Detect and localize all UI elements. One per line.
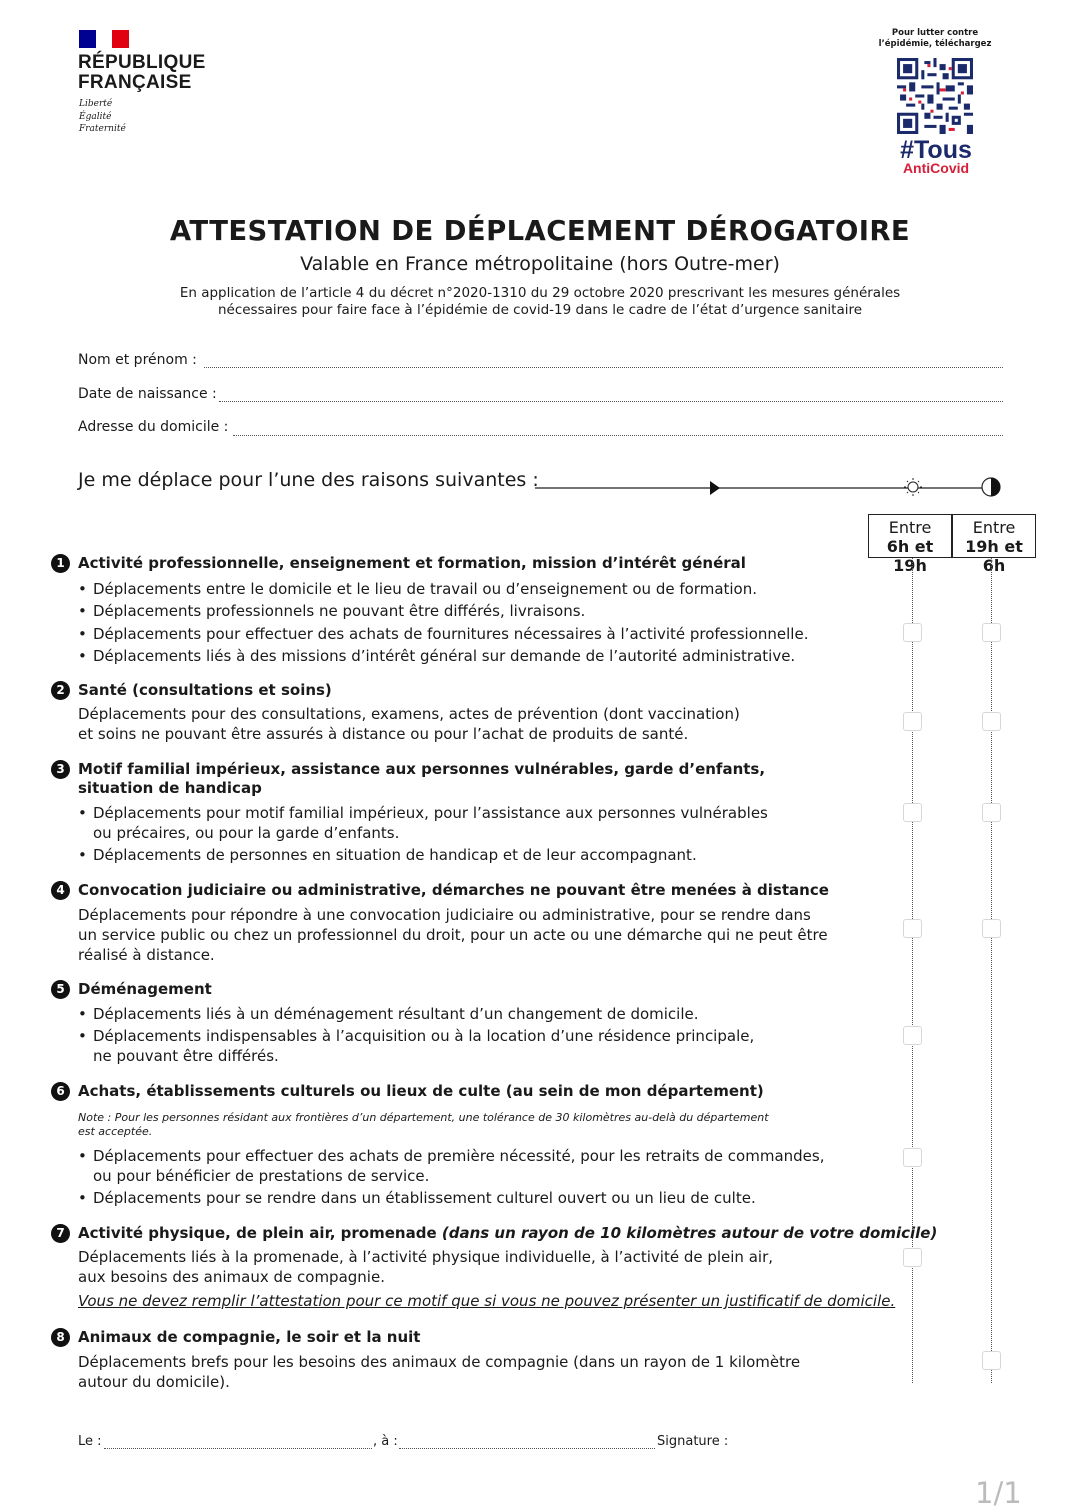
reason-6-body: • Déplacements pour effectuer des achats de première nécessité, pour les retraits de commandes, ou pour bénéficier de prestations de service. • Déplacements pour se rendre dans un établissement culturel ouvert ou un lieu de culte. [78, 1146, 824, 1208]
place-label: , à : [373, 1434, 398, 1449]
date-label: Le : [78, 1434, 102, 1449]
reason-8-night-checkbox[interactable] [982, 1351, 1001, 1370]
reason-6-day-checkbox[interactable] [903, 1148, 922, 1167]
page-number: 1/1 [975, 1476, 1022, 1510]
reason-2-title: Santé (consultations et soins) [78, 681, 332, 699]
reason-2-body: Déplacements pour des consultations, examens, actes de prévention (dont vaccination) et soins ne pouvant être assurés à distance ou pour l’achat de produits de santé. [78, 705, 740, 743]
reason-8-body: Déplacements brefs pour les besoins des animaux de compagnie (dans un rayon de 1 kilomètre autour du domicile). [78, 1353, 801, 1391]
place-field[interactable] [399, 1448, 655, 1449]
reason-6-note: Note : Pour les personnes résidant aux frontières d’un département, une tolérance de 30 kilomètres au-delà du département est acceptée. [78, 1111, 769, 1138]
reason-8-title: Animaux de compagnie, le soir et la nuit [78, 1328, 421, 1346]
reason-3-number: 3 [51, 760, 70, 779]
reason-6-number: 6 [51, 1082, 70, 1101]
reason-2-day-checkbox[interactable] [903, 712, 922, 731]
arrow-right-icon [535, 474, 1005, 500]
date-field[interactable] [104, 1448, 372, 1449]
qr-caption: Pour lutter contre l’épidémie, téléchargez [878, 28, 992, 49]
reason-3-day-checkbox[interactable] [903, 803, 922, 822]
reason-7-day-checkbox[interactable] [903, 1248, 922, 1267]
reason-3-night-checkbox[interactable] [982, 803, 1001, 822]
anticovid-logo-text: AntiCovid [902, 160, 970, 176]
birthdate-field[interactable] [219, 401, 1003, 402]
document-title: ATTESTATION DE DÉPLACEMENT DÉROGATOIRE [169, 215, 911, 247]
republique-flag [79, 30, 129, 48]
reason-4-night-checkbox[interactable] [982, 919, 1001, 938]
reason-7-number: 7 [51, 1224, 70, 1243]
birthdate-label: Date de naissance : [78, 386, 217, 402]
reason-1-title: Activité professionnelle, enseignement et formation, mission d’intérêt général [78, 554, 746, 572]
reason-5-title: Déménagement [78, 980, 212, 998]
reason-1-day-checkbox[interactable] [903, 623, 922, 642]
reason-1-number: 1 [51, 554, 70, 573]
reason-7-title: Activité physique, de plein air, promenade (dans un rayon de 10 kilomètres autour de votre domicile) [78, 1224, 938, 1242]
address-label: Adresse du domicile : [78, 419, 229, 435]
reason-5-body: • Déplacements liés à un déménagement résultant d’un changement de domicile. • Déplacements indispensables à l’acquisition ou à la location d’une résidence principale, ne pouvant être différés. [78, 1004, 754, 1066]
qr-code-icon [897, 58, 973, 134]
reason-4-day-checkbox[interactable] [903, 919, 922, 938]
legal-reference: En application de l’article 4 du décret n°2020-1310 du 29 octobre 2020 prescrivant les mesures générales nécessaires pour faire face à l’épidémie de covid-19 dans le cadre de l’état d’urgence sanitaire [179, 285, 901, 318]
column-night-header: Entre 19h et 6h [952, 514, 1036, 558]
document-subtitle: Valable en France métropolitaine (hors Outre-mer) [300, 253, 780, 275]
reason-2-number: 2 [51, 681, 70, 700]
reason-7-body: Déplacements liés à la promenade, à l’activité physique individuelle, à l’activité de plein air, aux besoins des animaux de compagnie. [78, 1248, 774, 1286]
reason-1-night-checkbox[interactable] [982, 623, 1001, 642]
reason-7-notice: Vous ne devez remplir l’attestation pour ce motif que si vous ne pouvez présenter un justificatif de domicile. [78, 1292, 896, 1310]
reason-5-day-checkbox[interactable] [903, 1026, 922, 1045]
column-night-guide [991, 558, 992, 1383]
signature-label: Signature : [657, 1434, 729, 1449]
name-field[interactable] [204, 367, 1003, 368]
moon-icon [982, 478, 1000, 496]
republique-francaise-logo-text: RÉPUBLIQUE FRANÇAISE [78, 52, 206, 93]
tous-anticovid-logo: #Tous [900, 136, 972, 164]
reason-4-body: Déplacements pour répondre à une convocation judiciaire ou administrative, pour se rendre dans un service public ou chez un professionnel du droit, pour un acte ou une démarche qui ne peut être réalisé à distance. [78, 906, 828, 964]
reason-4-title: Convocation judiciaire ou administrative, démarches ne pouvant être menées à distance [78, 881, 829, 899]
reason-3-body: • Déplacements pour motif familial impérieux, pour l’assistance aux personnes vulnérables ou précaires, ou pour la garde d’enfants. • Déplacements de personnes en situation de handicap et de leur accompagnant. [78, 803, 768, 865]
reason-4-number: 4 [51, 881, 70, 900]
reason-1-body: • Déplacements entre le domicile et le lieu de travail ou d’enseignement ou de formation. • Déplacements professionnels ne pouvant être différés, livraisons. • Déplacements pour effectuer des achats de fournitures nécessaires à l’activité professionnelle. • Déplacements liés à des missions d’intérêt général sur demande de l’autorité administrative. [78, 578, 858, 667]
sun-icon [904, 478, 922, 496]
address-field[interactable] [233, 435, 1003, 436]
reason-6-title: Achats, établissements culturels ou lieux de culte (au sein de mon département) [78, 1082, 764, 1100]
reason-5-number: 5 [51, 980, 70, 999]
devise: Liberté Égalité Fraternité [79, 99, 126, 134]
reason-3-title: Motif familial impérieux, assistance aux personnes vulnérables, garde d’enfants, situation de handicap [78, 760, 766, 797]
reason-2-night-checkbox[interactable] [982, 712, 1001, 731]
column-day-header: Entre 6h et 19h [868, 514, 952, 558]
reason-8-number: 8 [51, 1328, 70, 1347]
reasons-intro: Je me déplace pour l’une des raisons suivantes : [78, 469, 539, 491]
name-label: Nom et prénom : [78, 352, 197, 368]
